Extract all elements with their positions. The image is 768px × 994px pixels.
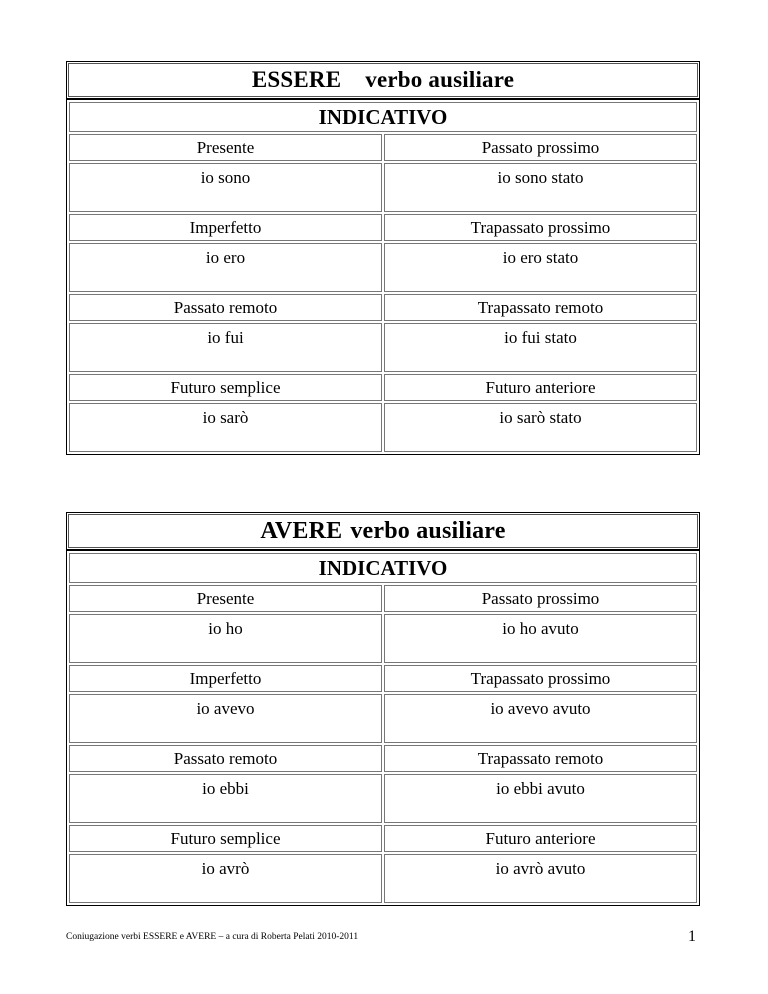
tense-label: Futuro semplice: [69, 374, 382, 401]
tense-label: Trapassato remoto: [384, 294, 697, 321]
avere-title: [66, 512, 700, 550]
essere-title-rest: verbo ausiliare: [365, 67, 515, 92]
tense-label: Imperfetto: [69, 214, 382, 241]
conjugation-value: io ho avuto: [384, 614, 697, 663]
conjugation-value: io fui: [69, 323, 382, 372]
conjugation-value: io sarò stato: [384, 403, 697, 452]
essere-title-verb: ESSERE: [251, 67, 342, 92]
tense-label: Presente: [69, 585, 382, 612]
tense-label: Futuro anteriore: [384, 374, 697, 401]
avere-title-verb: AVERE: [260, 517, 343, 544]
tense-label: Passato prossimo: [384, 585, 697, 612]
essere-title: [66, 61, 700, 99]
tense-label: Imperfetto: [69, 665, 382, 692]
essere-indicativo-table: [66, 99, 700, 455]
tense-label: Trapassato prossimo: [384, 665, 697, 692]
conjugation-value: io avrò: [69, 854, 382, 903]
avere-indicativo-table: [66, 550, 700, 906]
tense-label: Trapassato prossimo: [384, 214, 697, 241]
conjugation-value: io fui stato: [384, 323, 697, 372]
conjugation-value: io avevo: [69, 694, 382, 743]
conjugation-value: io sono: [69, 163, 382, 212]
conjugation-value: io ebbi: [69, 774, 382, 823]
conjugation-value: io ebbi avuto: [384, 774, 697, 823]
tense-label: Futuro semplice: [69, 825, 382, 852]
conjugation-value: io avrò avuto: [384, 854, 697, 903]
avere-grid: [69, 585, 697, 903]
conjugation-value: io sono stato: [384, 163, 697, 212]
conjugation-value: io avevo avuto: [384, 694, 697, 743]
conjugation-value: io ero stato: [384, 243, 697, 292]
tense-label: Futuro anteriore: [384, 825, 697, 852]
page-footer: Coniugazione verbi ESSERE e AVERE – a cura di Roberta Pelati 2010-2011: [66, 932, 359, 942]
conjugation-value: io sarò: [69, 403, 382, 452]
conjugation-value: io ero: [69, 243, 382, 292]
page-number: 1: [688, 928, 696, 945]
tense-label: Presente: [69, 134, 382, 161]
conjugation-value: io ho: [69, 614, 382, 663]
avere-mood-heading: INDICATIVO: [69, 553, 697, 583]
essere-grid: [69, 134, 697, 452]
essere-mood-heading: INDICATIVO: [69, 102, 697, 132]
tense-label: Passato remoto: [69, 745, 382, 772]
tense-label: Passato prossimo: [384, 134, 697, 161]
tense-label: Trapassato remoto: [384, 745, 697, 772]
tense-label: Passato remoto: [69, 294, 382, 321]
avere-title-rest: verbo ausiliare: [350, 517, 506, 544]
